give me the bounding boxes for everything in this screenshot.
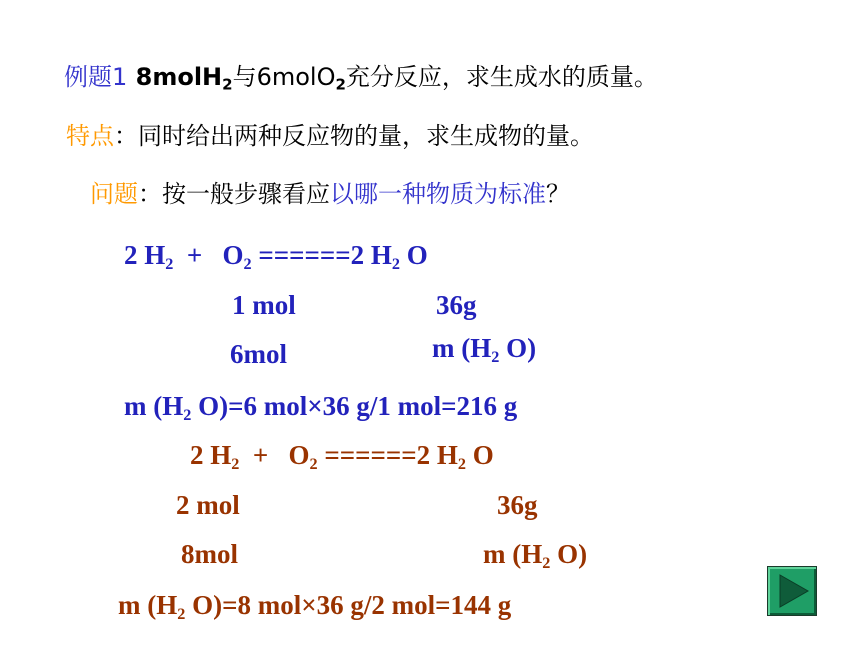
calc2-given-2: 8mol [181,539,238,569]
example-text-c: 充分反应，求生成水的质量。 [345,63,658,91]
feature-label: 特点 [66,122,114,150]
example-text-a: 8molH [127,63,223,91]
feature-line [66,116,594,151]
calc1-ratio-1: 36g [436,290,477,320]
play-triangle-icon [768,567,816,615]
next-slide-button[interactable] [767,566,817,616]
example-line [64,57,658,94]
question-label: 问题 [90,180,138,208]
calc2-equation: 2 $H_2 + O_2 ======2$ $H_2$ O [190,440,494,473]
calc2-ratio-2: m ($H_2$ O) [483,539,588,572]
example-sub-a: 2 [222,75,233,94]
calc1-ratio-2: m ($H_2$ O) [432,333,537,366]
question-line [90,174,570,209]
example-text-b: 与6molO [232,63,336,91]
question-text-b: ？ [546,180,570,208]
question-text-a: ：按一般步骤看应 [138,180,330,208]
example-label: 例题1 [64,63,128,91]
question-highlight: 以哪一种物质为标准 [330,180,546,208]
calc1-equation: 2 $H_2 + O_2 ======2$ $H_2$ O [124,240,428,273]
calc1-given-2: 6mol [230,339,287,369]
calc1-result: m ($H_2$ O)=6 mol×36 g/1 mol=216 g [124,391,518,424]
calc2-result: m ($H_2$ O)=8 mol×36 g/2 mol=144 g [118,590,512,623]
feature-text: ：同时给出两种反应物的量，求生成物的量。 [114,122,594,150]
calc1-given-1: 1 mol [232,290,296,320]
calc2-ratio-1: 36g [497,490,538,520]
calc2-given-1: 2 mol [176,490,240,520]
example-sub-b: 2 [335,75,346,94]
